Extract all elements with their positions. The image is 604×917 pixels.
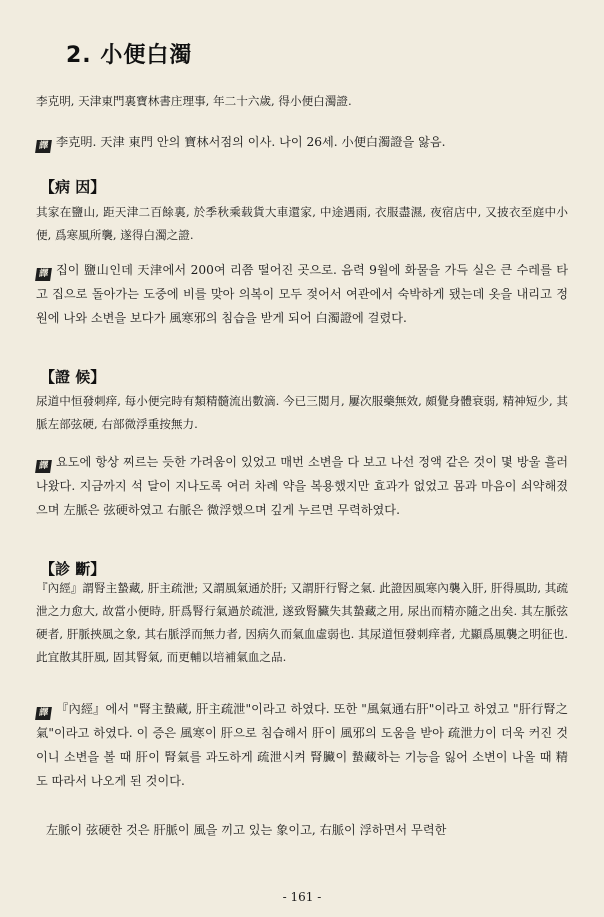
section-heading-symptoms: 【證 候】 [40, 368, 106, 386]
cause-translation [36, 258, 568, 330]
cause-original: 其家在鹽山, 距天津二百餘裏, 於季秋乘载貨大車還家, 中途遇雨, 衣服盡濕, 夜宿店中, 又披衣至庭中小便, 爲寒風所襲, 遂得白濁之證. [36, 205, 568, 242]
translation-icon: 譯 [35, 707, 52, 720]
intro-translation-text: 李克明. 天津 東門 안의 寶林서점의 이사. 나이 26세. 小便白濁證을 앓음. [56, 135, 446, 149]
section-heading-diagnosis: 【診 斷】 [40, 560, 106, 578]
symptoms-translation [36, 450, 568, 522]
section-heading-cause: 【病 因】 [40, 178, 106, 196]
diagnosis-translation [36, 697, 568, 793]
translation-icon: 譯 [35, 140, 52, 153]
intro-translation [36, 130, 568, 154]
intro-original: 李克明, 天津東門裏寶林書庄理事, 年二十六歲, 得小便白濁證. [36, 94, 352, 108]
cause-translation-text: 집이 鹽山인데 天津에서 200여 리쯤 떨어진 곳으로. 음력 9월에 화물을 가득 실은 큰 수레를 타고 집으로 돌아가는 도중에 비를 맞아 의복이 모두 젖어서 여관에서 숙박하게 됐는데 옷을 내리고 정원에 나와 소변을 보다가 風寒邪의 침습을 받게 되어 白濁證에 걸렸다. [36, 263, 568, 325]
diagnosis-original: 『內經』謂腎主蟄藏, 肝主疏泄; 又謂風氣通於肝; 又謂肝行腎之氣. 此證因風寒內襲入肝, 肝得風助, 其疏泄之力愈大, 故當小便時, 肝爲腎行氣過於疏泄, 遂致腎臟失其蟄藏之用, 尿出而精亦隨之出矣. 其左脈弦硬者, 肝脈挾風之象, 其右脈浮而無力者, 因病久而氣血虛弱也. 其尿道恒發刺痒者, 尤顯爲風襲之明征也. 此宜散其肝風, 固其腎氣, 而更輔以培補氣血之品. [36, 581, 568, 664]
translation-icon: 譯 [35, 268, 52, 281]
page-number: - 161 - [282, 890, 322, 904]
page-title: 2. 小便白濁 [66, 43, 193, 68]
symptoms-translation-text: 요도에 항상 찌르는 듯한 가려움이 있었고 매번 소변을 다 보고 나선 정액 같은 것이 몇 방울 흘러 나왔다. 지금까지 석 달이 지나도록 여러 차례 약을 복용했지만 효과가 없었고 몸과 마음이 쇠약해졌으며 左脈은 弦硬하였고 右脈은 微浮했으며 깊게 누르면 무력하였다. [36, 455, 568, 517]
translation-icon: 譯 [35, 460, 52, 473]
diagnosis-translation-cont: 左脈이 弦硬한 것은 肝脈이 風을 끼고 있는 象이고, 右脈이 浮하면서 무력한 [46, 823, 447, 837]
symptoms-original: 尿道中恒發刺痒, 每小便完時有類精髓流出數滴. 今已三閲月, 屢次服藥無效, 頗覺身體衰弱, 精神短少, 其脈左部弦硬, 右部微浮重按無力. [36, 394, 568, 431]
diagnosis-translation-text: 『內經』에서 "腎主蟄藏, 肝主疏泄"이라고 하였다. 또한 "風氣通右肝"이라고 하였고 "肝行腎之氣"이라고 하였다. 이 증은 風寒이 肝으로 침습해서 肝이 風邪의 도움을 받아 疏泄力이 더욱 커진 것이니 소변을 볼 때 肝이 腎氣를 과도하게 疏泄시켜 腎臟이 蟄藏하는 기능을 잃어 소변이 나올 때 精도 따라서 나오게 된 것이다. [36, 702, 568, 788]
